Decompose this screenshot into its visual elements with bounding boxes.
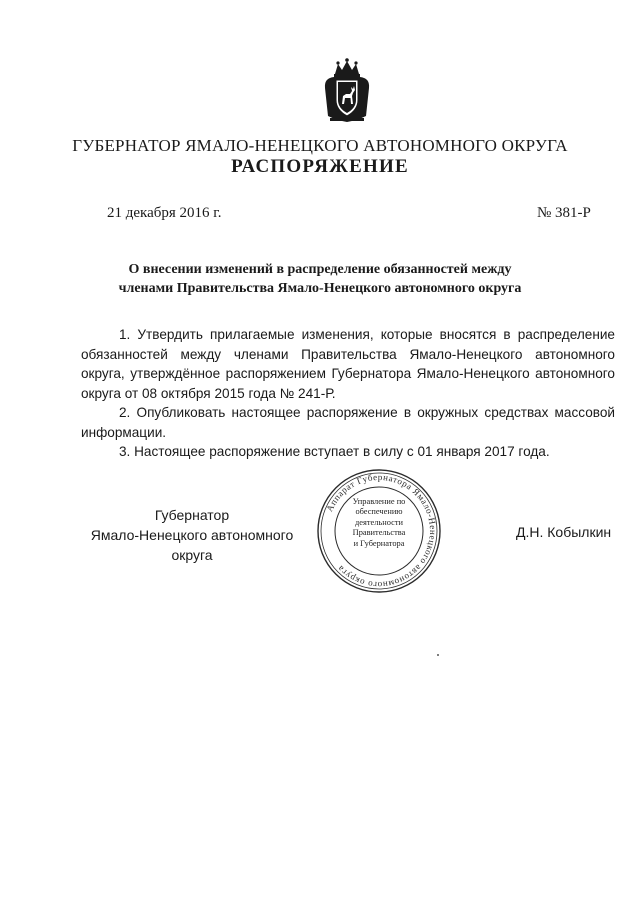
document-type-heading: РАСПОРЯЖЕНИЕ [231,156,409,177]
coat-of-arms-icon [322,58,372,126]
document-body [81,325,615,462]
signer-title-line-2: Ямало-Ненецкого автономного округа [90,527,294,563]
paragraph-2: 2. Опубликовать настоящее распоряжение в окружных средствах массовой информации. [81,405,615,440]
subject-line-2: членами Правительства Ямало-Ненецкого автономного округа [118,281,522,296]
organization-title: ГУБЕРНАТОР ЯМАЛО-НЕНЕЦКОГО АВТОНОМНОГО ОКРУГА [72,136,568,155]
scan-artifact-dot [437,654,439,656]
subject-line-1: О внесении изменений в распределение обязанностей между [128,262,512,277]
signer-title-line-1: Губернатор [154,507,230,523]
document-date: 21 декабря 2016 г. [107,205,222,221]
seal-inner-line: деятельности [355,517,403,527]
seal-inner-text [335,497,423,549]
signer-title [70,505,314,565]
document-number: № 381-Р [537,205,591,221]
document-subject [60,260,580,298]
seal-inner-line: обеспечению [355,507,403,517]
paragraph-1: 1. Утвердить прилагаемые изменения, которые вносятся в распределение обязанностей между членами Правительства Ямало-Ненецкого автономного округа, утверждённое распоряжением Губернатора Ямало-Ненецкого автономного округа от 08 октября 2015 года № 241-Р. [81,327,615,401]
seal-inner-line: Правительства [352,528,406,538]
signer-name: Д.Н. Кобылкин [516,524,612,540]
seal-ring-text: Аппарат Губернатора Ямало-Ненецкого автономного округа [324,471,439,591]
paragraph-3: 3. Настоящее распоряжение вступает в силу с 01 января 2017 года. [119,444,550,459]
seal-inner-line: и Губернатора [353,538,405,548]
seal-inner-line: Управление по [352,497,406,506]
